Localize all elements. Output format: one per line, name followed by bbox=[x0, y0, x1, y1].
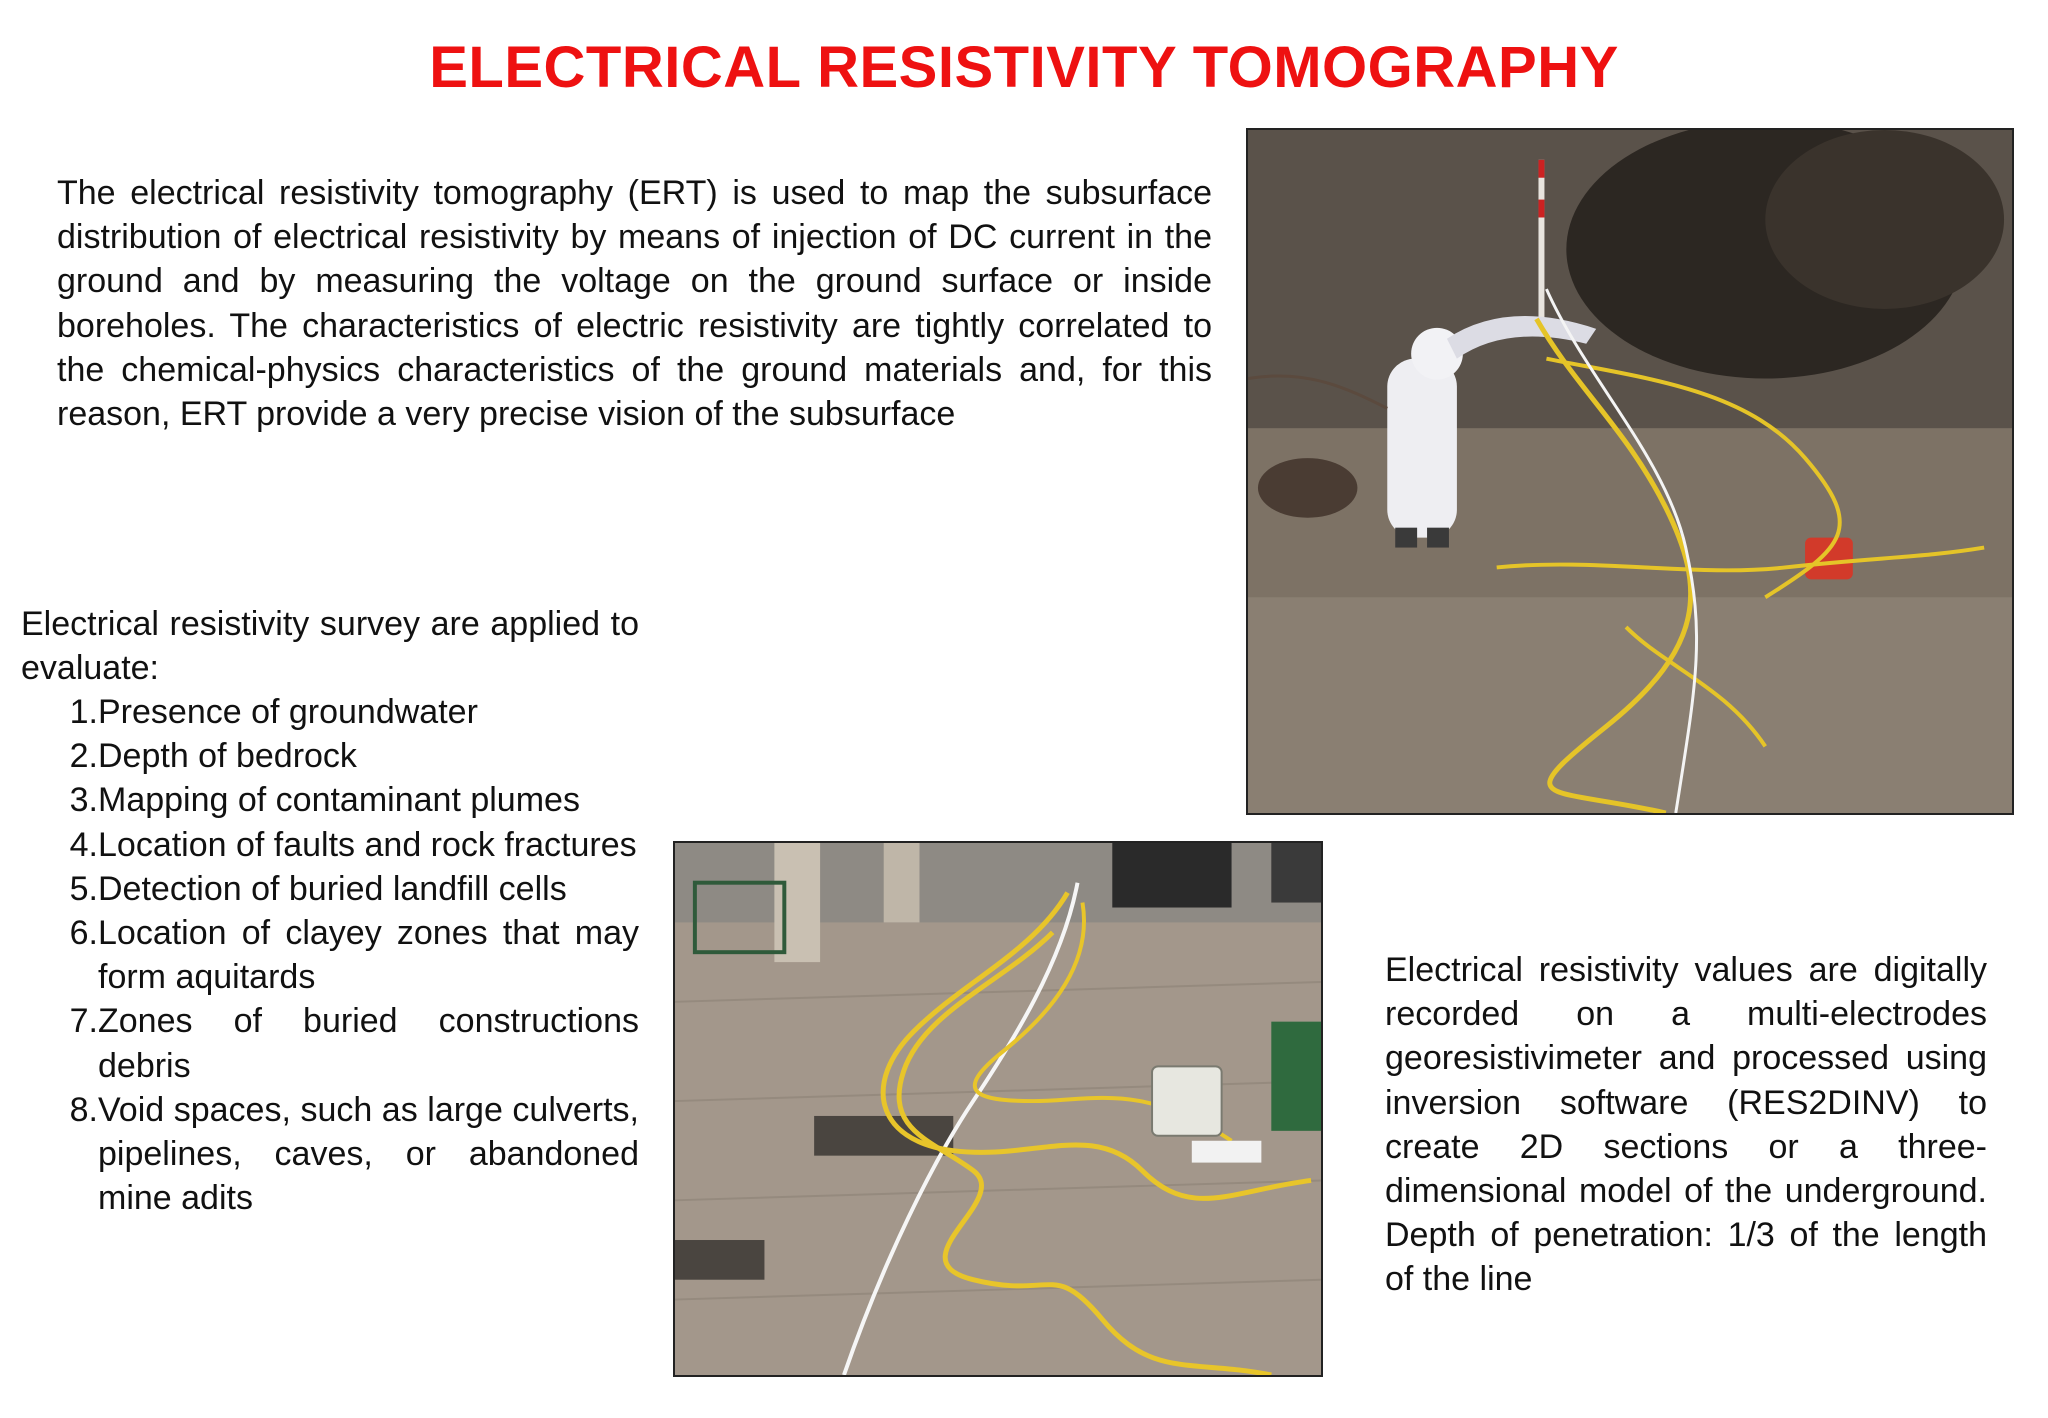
list-text: Void spaces, such as large culverts, pipelines, caves, or abandoned mine adits bbox=[98, 1090, 639, 1218]
processing-note-paragraph: Electrical resistivity values are digitally recorded on a multi-electrodes georesistivimeter and processed using inversion software (RES2DINV) to create 2D sections or a three-dimensional model of the underground. Depth of penetration: 1/3 of the length of the line bbox=[1385, 951, 1987, 1299]
list-text: Location of clayey zones that may form aquitards bbox=[98, 914, 639, 997]
list-item bbox=[21, 1088, 639, 1221]
list-number: 8. bbox=[69, 1090, 98, 1129]
list-item bbox=[21, 778, 639, 822]
list-number: 3. bbox=[69, 781, 98, 820]
list-number: 1. bbox=[69, 693, 98, 731]
pavement-survey-photo bbox=[673, 841, 1323, 1377]
list-text: Detection of buried landfill cells bbox=[98, 869, 567, 908]
list-text: Presence of groundwater bbox=[98, 693, 478, 731]
pavement-survey-illustration bbox=[675, 843, 1321, 1375]
list-item bbox=[21, 911, 639, 999]
list-item bbox=[21, 690, 639, 734]
survey-intro-text: Electrical resistivity survey are applied to evaluate: bbox=[21, 605, 639, 688]
list-number: 7. bbox=[69, 1002, 98, 1041]
list-item bbox=[21, 867, 639, 911]
list-number: 5. bbox=[69, 869, 98, 908]
list-text: Location of faults and rock fractures bbox=[98, 825, 637, 864]
list-text: Zones of buried constructions debris bbox=[98, 1002, 639, 1085]
list-number: 4. bbox=[69, 825, 98, 864]
list-number: 6. bbox=[69, 914, 98, 953]
ert-intro-paragraph: The electrical resistivity tomography (ERT) is used to map the subsurface distribution of electrical resistivity by means of injection of DC current in the ground and by measuring the voltage on the ground surface or inside boreholes. The characteristics of electric resistivity are tightly correlated to the chemical-physics characteristics of the ground materials and, for this reason, ERT provide a very precise vision of the subsurface bbox=[57, 174, 1212, 434]
list-text: Depth of bedrock bbox=[98, 737, 357, 776]
list-text: Mapping of contaminant plumes bbox=[98, 781, 580, 820]
field-survey-illustration bbox=[1248, 130, 2012, 813]
field-survey-photo bbox=[1246, 128, 2014, 815]
applications-list bbox=[21, 690, 639, 1220]
list-number: 2. bbox=[69, 737, 98, 776]
page-title: ELECTRICAL RESISTIVITY TOMOGRAPHY bbox=[429, 35, 1619, 100]
list-item bbox=[21, 823, 639, 867]
list-item bbox=[21, 999, 639, 1087]
list-item bbox=[21, 734, 639, 778]
